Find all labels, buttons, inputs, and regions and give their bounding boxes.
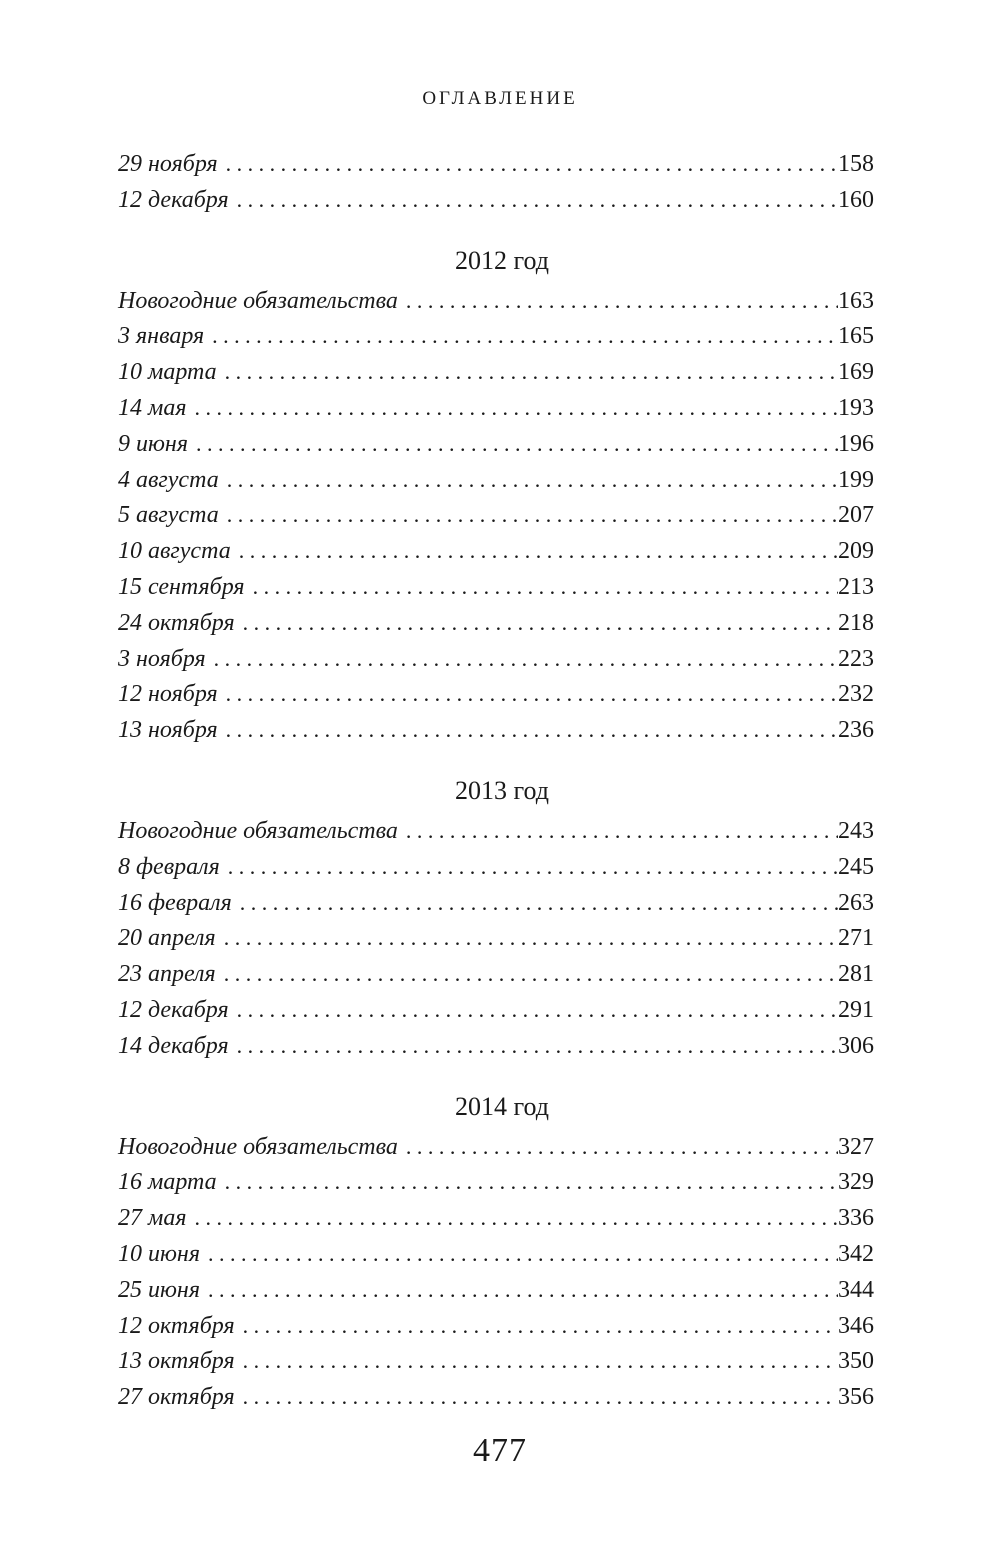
toc-entry[interactable] [118, 956, 874, 992]
toc-entry[interactable] [118, 992, 874, 1028]
toc-entry-page: 291 [838, 996, 874, 1023]
dot-leader [216, 956, 838, 992]
page-number: 477 [473, 1432, 527, 1469]
toc-entry[interactable] [118, 1236, 874, 1272]
toc-entry-title: 23 апреля [118, 961, 216, 988]
toc-entry-page: 327 [838, 1133, 874, 1160]
dot-leader [219, 497, 838, 533]
toc-entry[interactable] [118, 849, 874, 885]
dot-leader [229, 992, 838, 1028]
toc-entry-title: 10 марта [118, 359, 217, 386]
year-heading: 2013 год [455, 775, 549, 805]
dot-leader [229, 1028, 838, 1064]
dot-leader [186, 1200, 838, 1236]
dot-leader [245, 569, 838, 605]
toc-section-2012 [118, 244, 874, 748]
toc-entry-page: 193 [838, 394, 874, 421]
toc-entry-title: 12 декабря [118, 186, 229, 213]
toc-entry[interactable] [118, 676, 874, 712]
dot-leader [218, 676, 838, 712]
dot-leader [219, 462, 838, 498]
toc-entry-title: 14 декабря [118, 1032, 229, 1059]
toc-entry-page: 346 [838, 1312, 874, 1339]
toc-entry[interactable] [118, 1164, 874, 1200]
toc-entry[interactable] [118, 712, 874, 748]
toc-entry-title: 29 ноября [118, 151, 218, 177]
toc-entry[interactable] [118, 641, 874, 677]
toc-entry[interactable] [118, 1129, 874, 1165]
toc-entry[interactable] [118, 533, 874, 569]
toc-entry-page: 207 [838, 502, 874, 529]
toc-section-2013 [118, 774, 874, 1064]
toc-entry-page: 199 [838, 466, 874, 493]
toc-entry-page: 209 [838, 538, 874, 565]
toc-entry-page: 336 [838, 1205, 874, 1232]
toc-entry-page: 356 [838, 1384, 874, 1411]
toc-entry-page: 165 [838, 323, 874, 350]
toc-entry-title: Новогодние обязательства [118, 1133, 398, 1160]
toc-entry-title: 14 мая [118, 394, 187, 421]
toc-entry-title: Новогодние обязательства [118, 817, 398, 844]
toc-entry-page: 158 [838, 151, 874, 177]
toc-entry[interactable] [118, 354, 874, 390]
toc-entry-title: 9 июня [118, 430, 188, 457]
toc-entry-page: 218 [838, 609, 874, 636]
dot-leader [235, 1379, 838, 1415]
dot-leader [216, 920, 838, 956]
dot-leader [235, 1308, 838, 1344]
dot-leader [235, 1343, 838, 1379]
dot-leader [235, 605, 838, 641]
toc-entry-title: 4 августа [118, 466, 219, 493]
toc-entry[interactable] [118, 318, 874, 354]
toc-entry-title: 5 августа [118, 502, 219, 529]
toc-section-continued [118, 146, 874, 218]
toc-entry-page: 169 [838, 359, 874, 386]
toc-entry-title: 25 июня [118, 1276, 200, 1303]
toc-entry-page: 223 [838, 645, 874, 672]
dot-leader [398, 813, 838, 849]
toc-entry-page: 344 [838, 1276, 874, 1303]
dot-leader [218, 712, 838, 748]
dot-leader [398, 283, 838, 319]
toc-entry-page: 281 [838, 961, 874, 988]
toc-entry-title: 12 ноября [118, 681, 218, 708]
toc-entry-page: 329 [838, 1169, 874, 1196]
toc-entry-page: 163 [838, 287, 874, 314]
toc-entry[interactable] [118, 1379, 874, 1415]
dot-leader [232, 885, 838, 921]
dot-leader [398, 1129, 838, 1165]
toc-entry-title: 3 января [118, 323, 205, 350]
toc-entry-title: 27 мая [118, 1205, 187, 1232]
dot-leader [200, 1272, 838, 1308]
dot-leader [188, 426, 838, 462]
toc-section-2014 [118, 1090, 874, 1415]
dot-leader [220, 849, 838, 885]
year-heading: 2012 год [455, 245, 549, 275]
toc-entry-title: 10 июня [118, 1240, 200, 1267]
toc-entry-title: 12 октября [118, 1312, 235, 1339]
toc-entry-page: 245 [838, 853, 874, 880]
toc-entry-page: 243 [838, 817, 874, 844]
toc-entry-title: Новогодние обязательства [118, 287, 398, 314]
toc-entry-title: 16 февраля [118, 889, 232, 916]
toc-entry-page: 271 [838, 925, 874, 952]
dot-leader [218, 146, 838, 182]
toc-entry-page: 342 [838, 1240, 874, 1267]
dot-leader [200, 1236, 838, 1272]
toc-entry[interactable] [118, 462, 874, 498]
toc-entry-page: 196 [838, 430, 874, 457]
toc-entry[interactable] [118, 426, 874, 462]
toc-entry-title: 10 августа [118, 538, 231, 565]
toc-entry[interactable] [118, 1028, 874, 1064]
toc-entry-title: 13 октября [118, 1348, 235, 1375]
toc-entry[interactable] [118, 1200, 874, 1236]
dot-leader [206, 641, 838, 677]
toc-entry-title: 12 декабря [118, 996, 229, 1023]
running-header: ОГЛАВЛЕНИЕ [422, 88, 578, 109]
toc-entry[interactable] [118, 1343, 874, 1379]
dot-leader [204, 318, 838, 354]
toc-entry-page: 232 [838, 681, 874, 708]
dot-leader [186, 390, 838, 426]
toc-entry[interactable] [118, 497, 874, 533]
toc-entry[interactable] [118, 283, 874, 319]
toc-entry[interactable] [118, 813, 874, 849]
toc-entry[interactable] [118, 182, 874, 218]
toc-entry-title: 16 марта [118, 1169, 217, 1196]
toc-entry-page: 306 [838, 1032, 874, 1059]
toc-entry-page: 350 [838, 1348, 874, 1375]
toc-entry[interactable] [118, 390, 874, 426]
toc-entry[interactable] [118, 920, 874, 956]
toc-entry-title: 15 сентября [118, 573, 245, 600]
toc-entry[interactable] [118, 146, 874, 182]
toc-entry-page: 160 [838, 186, 874, 213]
year-heading: 2014 год [455, 1091, 549, 1121]
toc-entry[interactable] [118, 1308, 874, 1344]
toc-entry[interactable] [118, 605, 874, 641]
dot-leader [229, 182, 838, 218]
toc-entry-page: 213 [838, 573, 874, 600]
dot-leader [217, 1164, 838, 1200]
toc-entry-title: 27 октября [118, 1384, 235, 1411]
table-of-contents [118, 146, 874, 1441]
toc-entry-title: 13 ноября [118, 717, 218, 744]
toc-entry-title: 20 апреля [118, 925, 216, 952]
toc-entry[interactable] [118, 885, 874, 921]
toc-entry-title: 8 февраля [118, 853, 220, 880]
toc-entry-title: 24 октября [118, 609, 235, 636]
toc-entry-page: 263 [838, 889, 874, 916]
toc-entry-page: 236 [838, 717, 874, 744]
dot-leader [231, 533, 838, 569]
toc-entry[interactable] [118, 1272, 874, 1308]
dot-leader [217, 354, 838, 390]
toc-entry[interactable] [118, 569, 874, 605]
toc-entry-title: 3 ноября [118, 645, 206, 672]
